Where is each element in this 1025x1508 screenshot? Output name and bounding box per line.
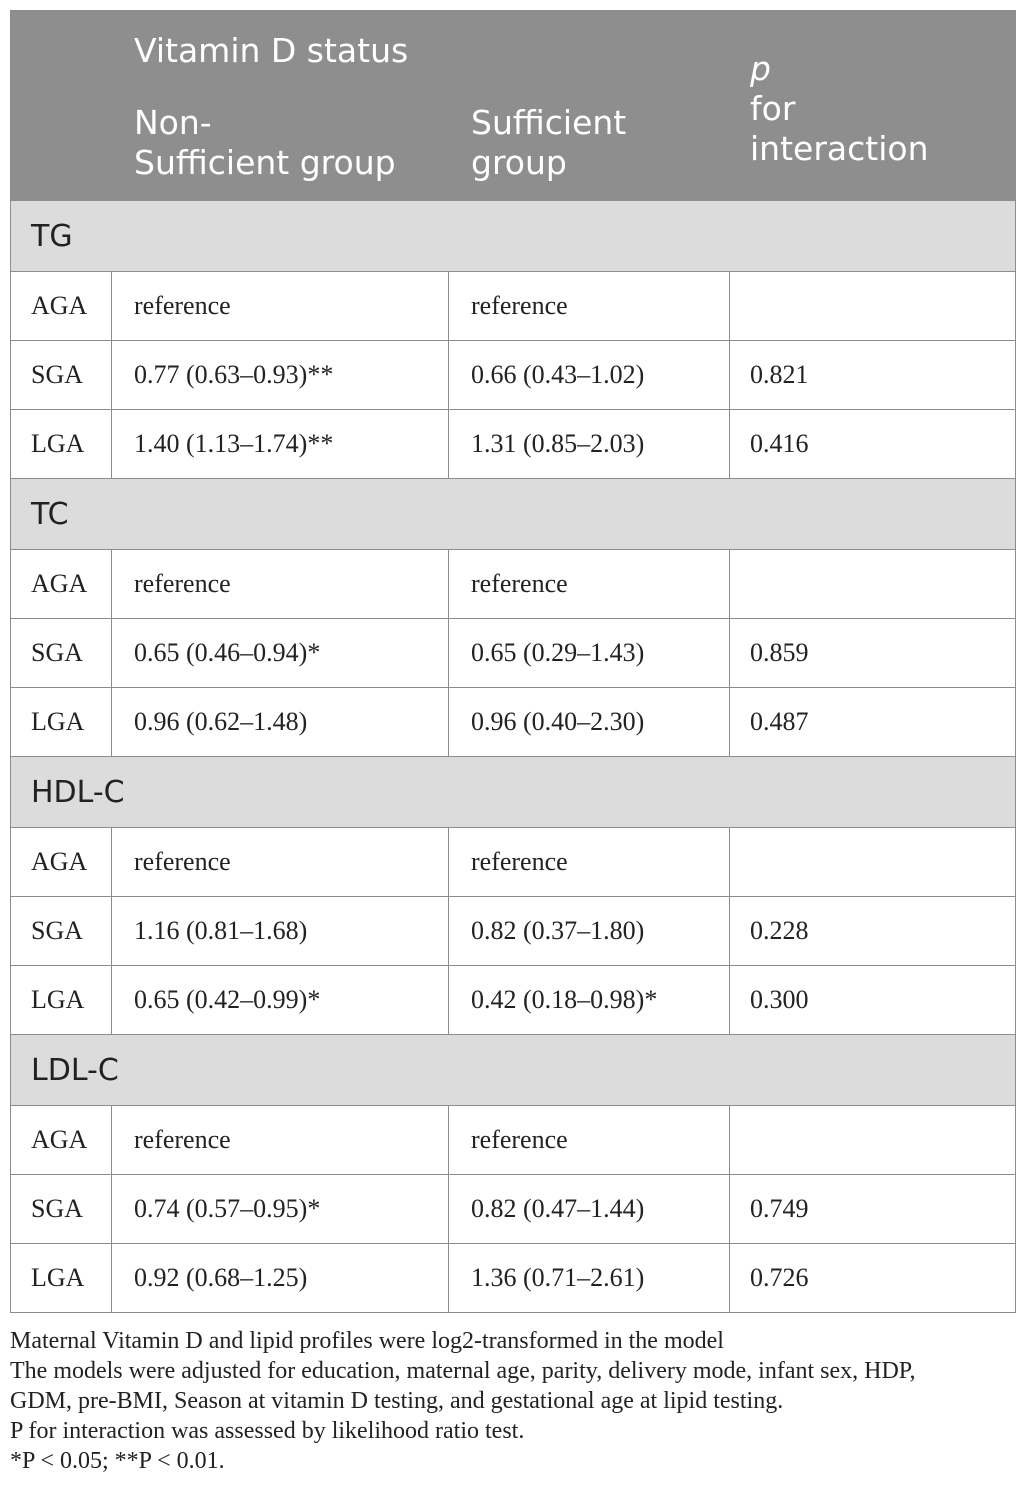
- footnote: GDM, pre-BMI, Season at vitamin D testing, and gestational age at lipid testing.: [10, 1388, 784, 1414]
- table-row: [11, 897, 1016, 966]
- row-label: AGA: [31, 291, 88, 320]
- cell-sufficient: 0.82 (0.47–1.44): [471, 1194, 645, 1223]
- results-table-container: [10, 10, 1015, 1313]
- cell-p-interaction: 0.726: [750, 1263, 809, 1292]
- table-row: [11, 1175, 1016, 1244]
- cell-sufficient: 0.82 (0.37–1.80): [471, 916, 645, 945]
- cell-non-sufficient: 1.40 (1.13–1.74)**: [134, 429, 334, 458]
- group-row-hdl-c: [11, 757, 1016, 828]
- group-label: HDL-C: [31, 774, 125, 810]
- row-label: LGA: [31, 707, 85, 736]
- table-row: [11, 1106, 1016, 1175]
- row-label: SGA: [31, 638, 84, 667]
- cell-sufficient: 0.66 (0.43–1.02): [471, 360, 645, 389]
- cell-sufficient: reference: [471, 847, 568, 876]
- cell-p-interaction: 0.228: [750, 916, 809, 945]
- footnote: P for interaction was assessed by likelihood ratio test.: [10, 1418, 525, 1444]
- cell-sufficient: 0.96 (0.40–2.30): [471, 707, 645, 736]
- cell-non-sufficient: 0.77 (0.63–0.93)**: [134, 360, 334, 389]
- group-label: TC: [31, 496, 69, 532]
- row-label: SGA: [31, 360, 84, 389]
- table-row: [11, 688, 1016, 757]
- cell-non-sufficient: reference: [134, 291, 231, 320]
- row-label: AGA: [31, 847, 88, 876]
- cell-sufficient: reference: [471, 1125, 568, 1154]
- cell-non-sufficient: reference: [134, 847, 231, 876]
- cell-p-interaction: 0.416: [750, 429, 809, 458]
- header-p-label: p: [750, 49, 771, 88]
- table-row: [11, 828, 1016, 897]
- table-footnotes: [10, 1326, 1020, 1476]
- header-vitamin-d-status: [112, 11, 730, 87]
- row-label: SGA: [31, 916, 84, 945]
- header-empty-cell: [11, 11, 112, 201]
- group-row-tc: [11, 479, 1016, 550]
- header-sufficient-line2: group: [471, 143, 567, 182]
- footnote: *P < 0.05; **P < 0.01.: [10, 1448, 225, 1474]
- header-non-sufficient-line1: Non-: [134, 103, 212, 142]
- cell-non-sufficient: 1.16 (0.81–1.68): [134, 916, 308, 945]
- row-label: AGA: [31, 1125, 88, 1154]
- table-row: [11, 550, 1016, 619]
- cell-sufficient: 1.31 (0.85–2.03): [471, 429, 645, 458]
- header-sufficient-line1: Sufficient: [471, 103, 627, 142]
- cell-non-sufficient: reference: [134, 1125, 231, 1154]
- cell-non-sufficient: 0.96 (0.62–1.48): [134, 707, 308, 736]
- cell-non-sufficient: 0.65 (0.46–0.94)*: [134, 638, 321, 667]
- cell-p-interaction: 0.487: [750, 707, 809, 736]
- cell-p-interaction: 0.859: [750, 638, 809, 667]
- cell-sufficient: reference: [471, 291, 568, 320]
- cell-p-interaction: 0.749: [750, 1194, 809, 1223]
- cell-p-interaction: 0.300: [750, 985, 809, 1014]
- table-row: [11, 966, 1016, 1035]
- header-p-for-label: for: [750, 89, 796, 128]
- header-sufficient-group: [449, 87, 730, 201]
- group-row-tg: [11, 201, 1016, 272]
- cell-sufficient: 1.36 (0.71–2.61): [471, 1263, 645, 1292]
- cell-non-sufficient: 0.74 (0.57–0.95)*: [134, 1194, 321, 1223]
- cell-non-sufficient: 0.92 (0.68–1.25): [134, 1263, 308, 1292]
- cell-non-sufficient: reference: [134, 569, 231, 598]
- row-label: LGA: [31, 1263, 85, 1292]
- footnote: The models were adjusted for education, maternal age, parity, delivery mode, infant sex, HDP,: [10, 1358, 916, 1384]
- table-row: [11, 1244, 1016, 1313]
- cell-sufficient: reference: [471, 569, 568, 598]
- table-row: [11, 272, 1016, 341]
- cell-non-sufficient: 0.65 (0.42–0.99)*: [134, 985, 321, 1014]
- group-label: TG: [31, 218, 73, 254]
- row-label: AGA: [31, 569, 88, 598]
- header-p-for-interaction: [730, 11, 1016, 201]
- cell-p-interaction: 0.821: [750, 360, 809, 389]
- footnote: Maternal Vitamin D and lipid profiles were log2-transformed in the model: [10, 1328, 724, 1354]
- table-row: [11, 619, 1016, 688]
- header-vitamin-d-status-label: Vitamin D status: [134, 31, 409, 70]
- row-label: LGA: [31, 429, 85, 458]
- row-label: LGA: [31, 985, 85, 1014]
- results-table: [10, 10, 1016, 1313]
- group-row-ldl-c: [11, 1035, 1016, 1106]
- group-label: LDL-C: [31, 1052, 119, 1088]
- table-row: [11, 410, 1016, 479]
- header-p-interaction-label: interaction: [750, 129, 929, 168]
- header-non-sufficient-line2: Sufficient group: [134, 143, 396, 182]
- table-row: [11, 341, 1016, 410]
- row-label: SGA: [31, 1194, 84, 1223]
- cell-sufficient: 0.65 (0.29–1.43): [471, 638, 645, 667]
- cell-sufficient: 0.42 (0.18–0.98)*: [471, 985, 658, 1014]
- header-non-sufficient-group: [112, 87, 449, 201]
